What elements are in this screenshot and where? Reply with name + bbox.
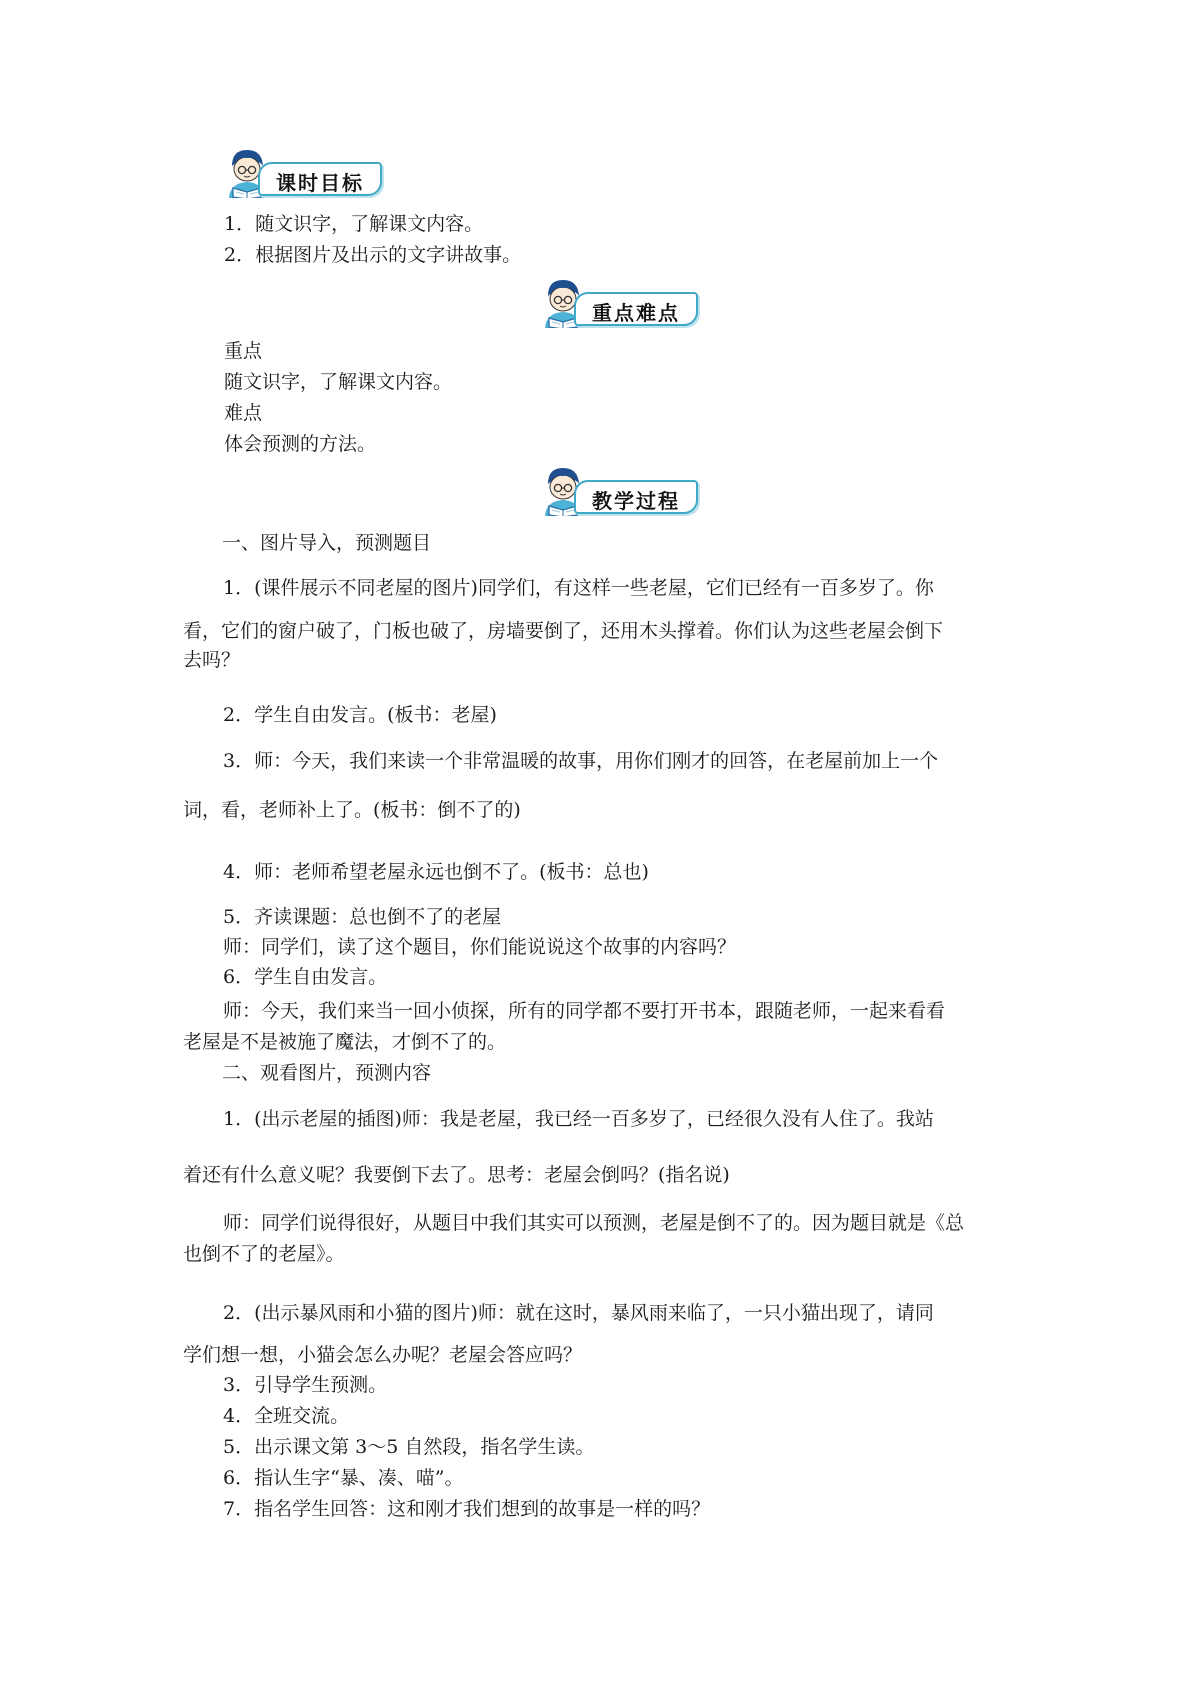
paragraph: 4．师：老师希望老屋永远也倒不了。(板书：总也) — [223, 861, 649, 883]
paragraph: 师：同学们说得很好，从题目中我们其实可以预测，老屋是倒不了的。因为题目就是《总 也倒不了的老屋》。 — [183, 1212, 965, 1265]
paragraph: 2．学生自由发言。(板书：老屋) — [223, 704, 497, 726]
paragraph: 7．指名学生回答：这和刚才我们想到的故事是一样的吗？ — [223, 1498, 711, 1520]
paragraph: 师：同学们，读了这个题目，你们能说说这个故事的内容吗？ — [223, 936, 737, 958]
objective-item: 2．根据图片及出示的文字讲故事。 — [224, 244, 522, 266]
badge-title: 课时目标 — [276, 171, 364, 195]
key-text: 随文识字，了解课文内容。 — [224, 371, 453, 393]
paragraph: 1．(出示老屋的插图)师：我是老屋，我已经一百多岁了，已经很久没有人住了。我站 着还有什么意义呢？我要倒下去了。思考：老屋会倒吗？(指名说) — [183, 1108, 934, 1186]
paragraph: 3．引导学生预测。 — [223, 1374, 388, 1396]
paragraph: 1．(课件展示不同老屋的图片)同学们，有这样一些老屋，它们已经有一百多岁了。你 看，它们的窗户破了，门板也破了，房墙要倒了，还用木头撑着。你们认为这些老屋会倒下 去吗？ — [183, 577, 944, 671]
objective-item: 1．随文识字，了解课文内容。 — [224, 213, 484, 235]
paragraph: 3．师：今天，我们来读一个非常温暖的故事，用你们刚才的回答，在老屋前加上一个 词，看，老师补上了。(板书：倒不了的) — [183, 750, 939, 821]
paragraph: 5．出示课文第 3～5 自然段，指名学生读。 — [223, 1436, 595, 1458]
part-heading: 一、图片导入，预测题目 — [222, 532, 432, 554]
key-label: 重点 — [224, 340, 263, 362]
badge-title: 重点难点 — [592, 301, 680, 325]
hard-label: 难点 — [224, 402, 263, 424]
paragraph: 2．(出示暴风雨和小猫的图片)师：就在这时，暴风雨来临了，一只小猫出现了，请同 学们想一想，小猫会怎么办呢？老屋会答应吗？ — [183, 1302, 934, 1366]
part-heading: 二、观看图片，预测内容 — [222, 1062, 432, 1084]
paragraph: 6．学生自由发言。 — [223, 966, 388, 988]
paragraph: 6．指认生字“暴、凑、喵”。 — [223, 1467, 464, 1489]
hard-text: 体会预测的方法。 — [224, 433, 377, 455]
badge-title: 教学过程 — [592, 489, 680, 513]
paragraph: 5．齐读课题：总也倒不了的老屋 — [223, 906, 502, 928]
paragraph: 师：今天，我们来当一回小侦探，所有的同学都不要打开书本，跟随老师，一起来看看 老屋是不是被施了魔法，才倒不了的。 — [183, 1000, 946, 1053]
paragraph: 4．全班交流。 — [223, 1405, 350, 1427]
